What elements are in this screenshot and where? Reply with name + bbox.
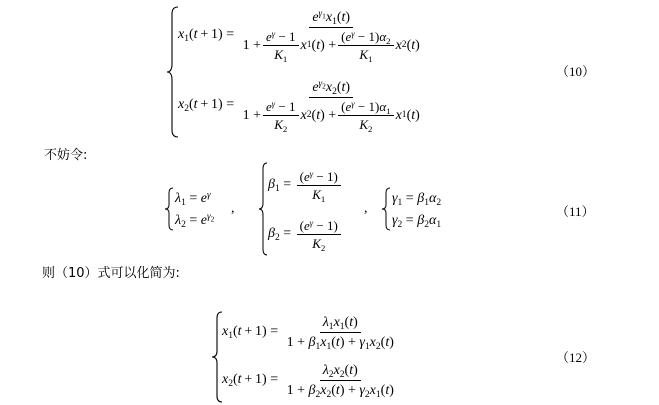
equation-x1-recurrence: $x_1(t + 1)$ = $e^{\gamma_1}x_1(t)$ 1 + $\frac{e^\gamma - 1}{K_1}$ x 1 ( t ) + $\frac{(e^\gamma - 1)\alpha_2}{K_1}$ x 2 ( t ) — [178, 7, 420, 64]
left-brace-gamma — [381, 187, 391, 231]
left-brace-lambda — [164, 187, 174, 231]
gamma-definitions: $\gamma_1 = \beta_1\alpha_2$ $\gamma_2 = \beta_2\alpha_1$ — [392, 191, 442, 231]
simplify-text: 则（10）式可以化简为: — [42, 266, 180, 281]
lambda-definitions: $\lambda_1 = e^\gamma$ $\lambda_2 = e^{\gamma_2}$ — [175, 189, 215, 231]
equation-number-10: （10） — [556, 64, 596, 79]
equation-number-12: （12） — [556, 350, 596, 365]
left-brace-beta — [258, 162, 268, 256]
beta1-definition: $\beta_1$ = $\frac{(e^\gamma - 1)}{K_1}$ — [268, 163, 343, 207]
separator-comma-2: , — [364, 201, 368, 216]
separator-comma-1: , — [231, 201, 235, 216]
beta2-definition: $\beta_2$ = $\frac{(e^\gamma - 1)}{K_2}$ — [268, 212, 343, 256]
equation-x2-recurrence: $x_2(t + 1)$ = $e^{\gamma_2}x_2(t)$ 1 + $\frac{e^\gamma - 1}{K_2}$ x 2 ( t ) + $\frac{(e^\gamma - 1)\alpha_1}{K_2}$ x 1 ( t ) — [178, 77, 420, 134]
equation-x1-simplified: $x_1(t + 1)$ = $\frac{\lambda_1x_1(t)}{1 + \beta_1x_1(t) + \gamma_1x_2(t)}$ — [222, 314, 394, 352]
equation-x2-simplified: $x_2(t + 1)$ = $\frac{\lambda_2x_2(t)}{1 + \beta_2x_2(t) + \gamma_2x_1(t)}$ — [222, 362, 394, 400]
equation-number-11: （11） — [556, 204, 595, 219]
intro-text: 不妨令: — [44, 148, 88, 163]
